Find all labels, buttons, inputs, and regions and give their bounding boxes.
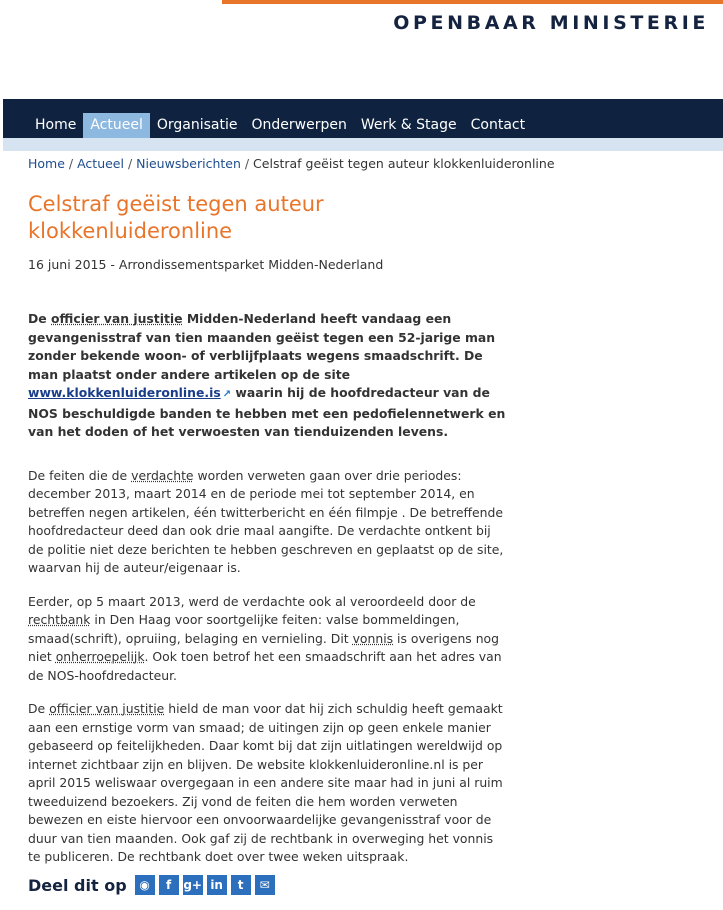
share-title: Deel dit op bbox=[28, 875, 127, 895]
breadcrumb-actueel[interactable]: Actueel bbox=[77, 156, 124, 171]
paragraph-text: hield de man voor dat hij zich schuldig heeft gemaakt aan een ernstige vorm van smaad; de uitingen zijn op geen enkele manier gebaseerd op feitelijkheden. Daar komt bij dat zijn uitlatingen wereldwijd op internet zichtbaar zijn en blijven. De website klokkenluideronline.nl is per april 2015 weliswaar overgegaan in een andere site maar had in juni al ruim tweeduizend bezoekers. Zij vond de feiten die hem worden verweten bewezen en eiste hiervoor een onvoorwaardelijke gevangenisstraf voor de duur van tien maanden. Ook gaf zij de rechtbank in overweging het vonnis te publiceren. De rechtbank doet over twee weken uitspraak. bbox=[28, 701, 503, 864]
article-paragraph bbox=[28, 700, 508, 867]
breadcrumb-current: Celstraf geëist tegen auteur klokkenluideronline bbox=[253, 156, 555, 171]
paragraph-text: Eerder, op 5 maart 2013, werd de verdachte ook al veroordeeld door de bbox=[28, 593, 476, 609]
paragraph-text: worden verweten gaan over drie periodes: december 2013, maart 2014 en de periode mei tot september 2014, en betreffen negen artikelen, één twitterbericht en één filmpje . De betreffende hoofdredacteur deed dan ook drie maal aangifte. De verdachte ontkent bij de politie niet deze berichten te hebben geschreven en geplaatst op de site, waarvan hij de auteur/eigenaar is. bbox=[28, 467, 504, 575]
article-meta: 16 juni 2015 - Arrondissementsparket Midden-Nederland bbox=[28, 257, 384, 272]
lead-text: Midden-Nederland heeft vandaag een gevangenisstraf van tien maanden geëist tegen een 52-jarige man zonder bekende woon- of verblijfplaats wegens smaadschrift. De man plaatst onder andere artikelen op de site bbox=[28, 311, 496, 382]
main-navbar bbox=[3, 99, 723, 138]
email-icon[interactable]: ✉ bbox=[255, 875, 275, 895]
nav-actueel[interactable]: Actueel bbox=[83, 113, 150, 138]
rss-icon[interactable]: ◉ bbox=[135, 875, 155, 895]
breadcrumb-nieuwsberichten[interactable]: Nieuwsberichten bbox=[136, 156, 241, 171]
paragraph-text: De feiten die de bbox=[28, 467, 132, 483]
brand-logo[interactable]: OPENBAAR MINISTERIE bbox=[393, 12, 709, 34]
sub-navbar bbox=[3, 138, 723, 151]
article-paragraph bbox=[28, 593, 508, 686]
term-verdachte[interactable]: verdachte bbox=[131, 467, 194, 483]
accent-line bbox=[222, 0, 723, 4]
external-link-icon: ↗ bbox=[222, 389, 232, 400]
paragraph-text: in Den Haag voor soortgelijke feiten: valse bommeldingen, smaad(schrift), opruiing, belaging en vernieling. Dit bbox=[28, 612, 460, 646]
term-vonnis[interactable]: vonnis bbox=[352, 630, 394, 646]
article-lead bbox=[28, 310, 508, 442]
article-body bbox=[28, 310, 508, 882]
article-paragraph bbox=[28, 467, 508, 578]
nav-onderwerpen[interactable]: Onderwerpen bbox=[251, 117, 347, 133]
term-officier-van-justitie[interactable]: officier van justitie bbox=[49, 701, 165, 716]
breadcrumb-separator: / bbox=[127, 156, 137, 171]
nav-home[interactable]: Home bbox=[35, 117, 77, 133]
nav-contact[interactable]: Contact bbox=[470, 117, 526, 133]
lead-text: De bbox=[28, 311, 52, 326]
breadcrumb-separator: / bbox=[244, 156, 254, 171]
term-onherroepelijk[interactable]: onherroepelijk bbox=[55, 649, 145, 664]
linkedin-icon[interactable]: in bbox=[207, 875, 227, 895]
term-rechtbank[interactable]: rechtbank bbox=[28, 612, 91, 627]
paragraph-text: . Ook toen betrof het een smaadschrift aan het adres van de NOS-hoofdredacteur. bbox=[28, 649, 502, 683]
share-bar bbox=[28, 875, 279, 895]
google-plus-icon[interactable]: g+ bbox=[183, 875, 203, 895]
page-title: Celstraf geëist tegen auteur klokkenluideronline bbox=[28, 192, 324, 243]
breadcrumb-home[interactable]: Home bbox=[28, 156, 65, 171]
breadcrumb bbox=[28, 156, 555, 171]
nav-organisatie[interactable]: Organisatie bbox=[156, 117, 238, 133]
facebook-icon[interactable]: f bbox=[159, 875, 179, 895]
paragraph-text: De bbox=[28, 701, 50, 716]
breadcrumb-separator: / bbox=[68, 156, 78, 171]
twitter-icon[interactable]: t bbox=[231, 875, 251, 895]
external-link[interactable]: www.klokkenluideronline.is bbox=[28, 385, 221, 400]
paragraph-text: is overigens nog niet bbox=[28, 630, 499, 664]
term-officier-van-justitie[interactable]: officier van justitie bbox=[51, 311, 183, 326]
lead-text: waarin hij de hoofdredacteur van de NOS beschuldigde banden te hebben met een pedofielennetwerk en van het doden of het verwoesten van tienduizenden levens. bbox=[28, 385, 506, 439]
nav-werk-stage[interactable]: Werk & Stage bbox=[360, 117, 457, 133]
main-nav bbox=[28, 113, 532, 138]
